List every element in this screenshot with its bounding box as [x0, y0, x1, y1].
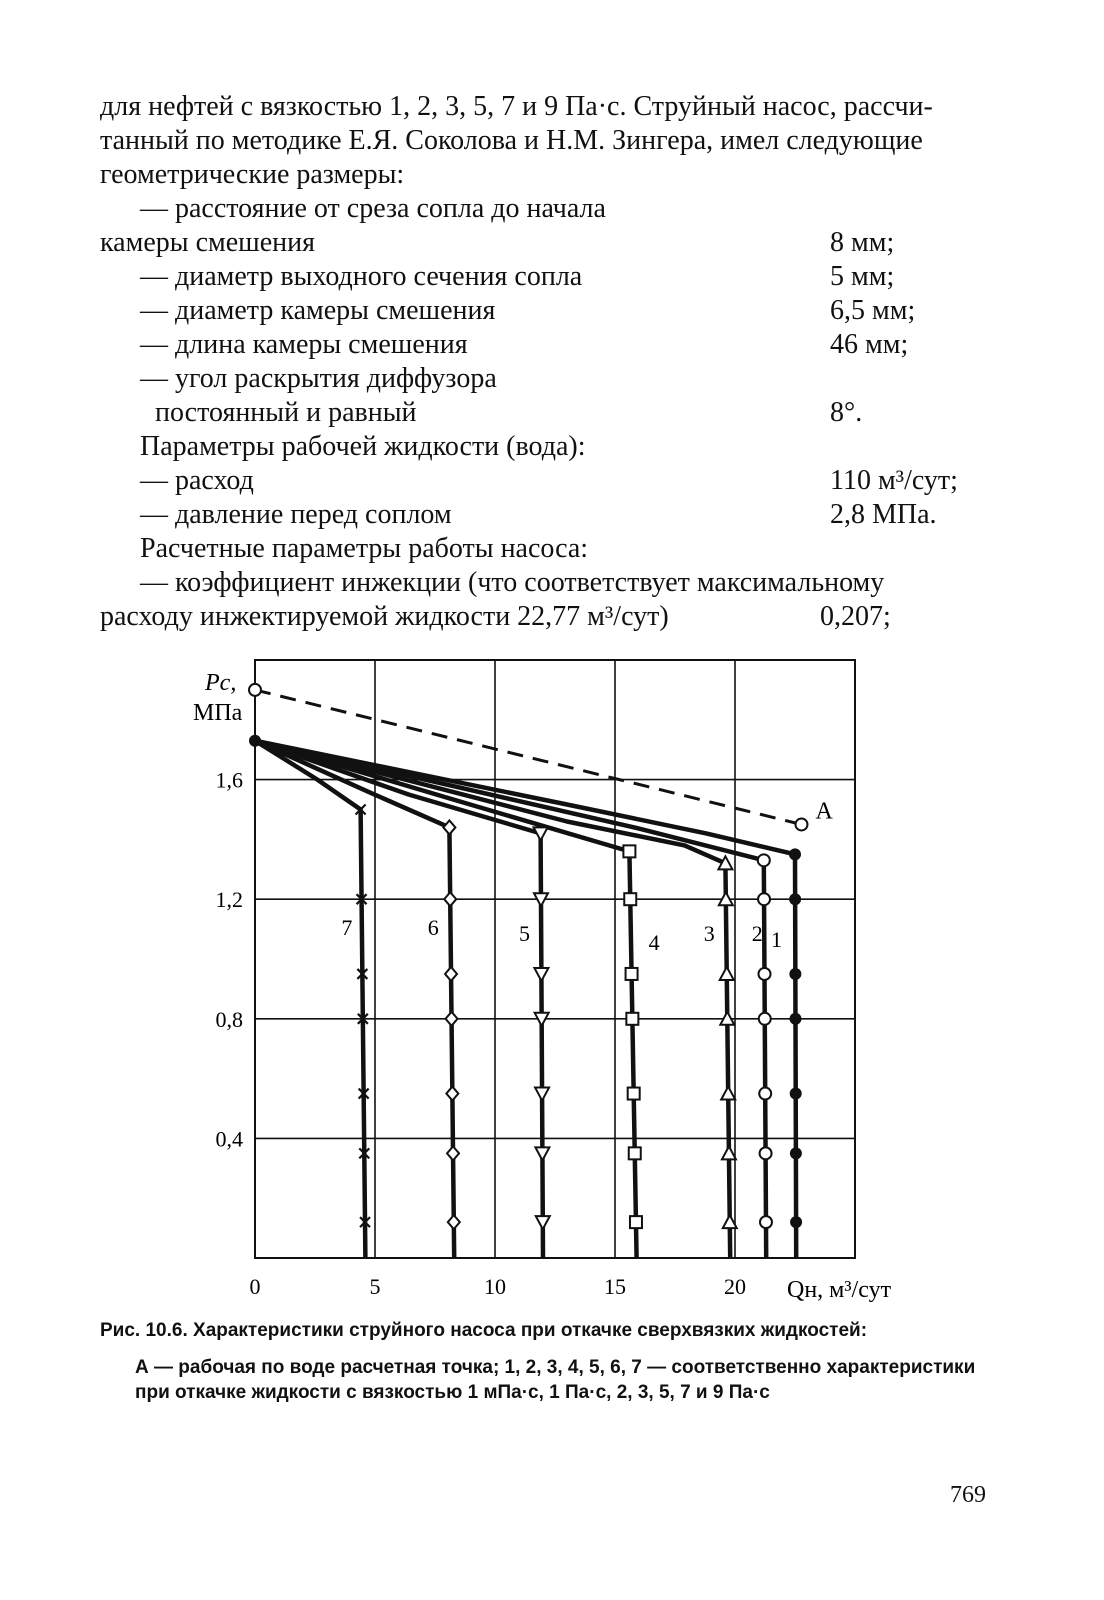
x-tick-label: 0 — [249, 1274, 261, 1299]
data-marker — [630, 1216, 642, 1228]
param-value: 110 м³/сут; — [830, 465, 958, 496]
design-point-A-label: A — [815, 798, 833, 825]
data-marker — [758, 854, 770, 866]
param-label: — расстояние от среза сопла до начала — [140, 193, 606, 224]
y-tick-label: 0,8 — [215, 1006, 243, 1032]
y-tick-label: 1,2 — [215, 887, 243, 913]
param-label: — диаметр камеры смешения — [140, 295, 496, 326]
data-marker — [623, 845, 635, 857]
series-line-6 — [255, 741, 454, 1258]
x-tick-label: 20 — [724, 1274, 746, 1299]
param-label: — длина камеры смешения — [140, 329, 468, 360]
param-label: Параметры рабочей жидкости (вода): — [140, 431, 586, 462]
param-label: — давление перед соплом — [140, 499, 452, 530]
series-label-4: 4 — [648, 930, 660, 956]
data-marker — [720, 967, 734, 980]
data-marker — [443, 820, 455, 834]
x-axis-label: Qн, м³/сут — [787, 1277, 892, 1303]
data-marker — [535, 1088, 549, 1101]
data-marker — [536, 1216, 550, 1229]
chart-series — [249, 735, 802, 1258]
data-marker — [626, 1013, 638, 1025]
param-value: 6,5 мм; — [830, 295, 916, 326]
intro-line-3: геометрические размеры: — [100, 159, 405, 190]
data-marker — [790, 1147, 802, 1159]
y-axis-unit: МПа — [193, 700, 243, 726]
series-label-3: 3 — [703, 921, 715, 947]
series-line-1 — [255, 741, 796, 1258]
param-label: Расчетные параметры работы насоса: — [140, 533, 589, 564]
y-tick-label: 0,4 — [215, 1126, 243, 1152]
series-line-4 — [255, 741, 637, 1258]
param-label: — диаметр выходного сечения сопла — [140, 261, 583, 292]
series-label-2: 2 — [751, 921, 763, 947]
design-point-A — [795, 818, 807, 830]
data-marker — [760, 1147, 772, 1159]
data-marker — [626, 968, 638, 980]
data-marker — [759, 1013, 771, 1025]
data-marker — [789, 893, 801, 905]
param-label: камеры смешения — [100, 227, 315, 258]
chart-series-labels — [341, 915, 782, 955]
water-start-point — [249, 684, 261, 696]
data-marker — [535, 1147, 549, 1160]
param-label: — расход — [140, 465, 254, 496]
data-marker — [789, 968, 801, 980]
chart-tick-labels — [216, 768, 747, 1299]
series-line-5 — [255, 741, 543, 1258]
common-start-point — [249, 735, 261, 747]
data-marker — [629, 1147, 641, 1159]
series-line-7 — [255, 741, 365, 1258]
x-tick-label: 5 — [369, 1274, 381, 1299]
data-marker — [789, 848, 801, 860]
data-marker — [790, 1216, 802, 1228]
param-value: 0,207; — [820, 601, 891, 632]
data-marker — [758, 968, 770, 980]
param-label: — угол раскрытия диффузора — [140, 363, 497, 394]
y-axis-symbol: Pс, — [205, 670, 237, 696]
data-marker — [446, 1087, 458, 1101]
data-marker — [534, 968, 548, 981]
param-value: 8°. — [830, 397, 863, 428]
param-label: — коэффициент инжекции (что соответствует максимальному — [140, 567, 885, 598]
page-number: 769 — [950, 1482, 986, 1508]
figure-caption-body: А — рабочая по воде расчетная точка; 1, 2, 3, 4, 5, 6, 7 — соответственно характеристики при откачке жидкости с вязкостью 1 мПа·с, 1 Па·с, 2, 3, 5, 7 и 9 Па·с — [135, 1357, 976, 1403]
data-marker — [624, 893, 636, 905]
param-value: 2,8 МПа. — [830, 499, 937, 530]
param-value: 5 мм; — [830, 261, 895, 292]
figure-caption-title: Рис. 10.6. Характеристики струйного насоса при откачке сверхвязких жидкостей: — [100, 1320, 868, 1341]
data-marker — [447, 1146, 459, 1160]
data-marker — [760, 1216, 772, 1228]
param-label: расходу инжектируемой жидкости 22,77 м³/сут) — [100, 601, 669, 632]
data-marker — [628, 1088, 640, 1100]
series-label-1: 1 — [771, 927, 782, 953]
param-value: 46 мм; — [830, 329, 909, 360]
data-marker — [444, 892, 456, 906]
data-marker — [790, 1088, 802, 1100]
data-marker — [446, 1012, 458, 1026]
param-label: постоянный и равный — [155, 397, 417, 428]
data-marker — [721, 1087, 735, 1100]
series-label-5: 5 — [519, 921, 530, 947]
data-marker — [758, 893, 770, 905]
data-marker — [445, 967, 457, 981]
data-marker — [759, 1088, 771, 1100]
data-marker — [722, 1146, 736, 1159]
x-tick-label: 15 — [604, 1274, 626, 1299]
intro-line-1: для нефтей с вязкостью 1, 2, 3, 5, 7 и 9 Па·с. Струйный насос, рассчи- — [100, 91, 933, 122]
data-marker — [448, 1215, 460, 1229]
data-marker — [789, 1013, 801, 1025]
param-value: 8 мм; — [830, 227, 895, 258]
series-label-7: 7 — [341, 915, 353, 941]
x-tick-label: 10 — [484, 1274, 506, 1299]
series-label-6: 6 — [427, 915, 439, 941]
y-tick-label: 1,6 — [215, 767, 243, 793]
intro-line-2: танный по методике Е.Я. Соколова и Н.М. Зингера, имел следующие — [100, 125, 923, 156]
